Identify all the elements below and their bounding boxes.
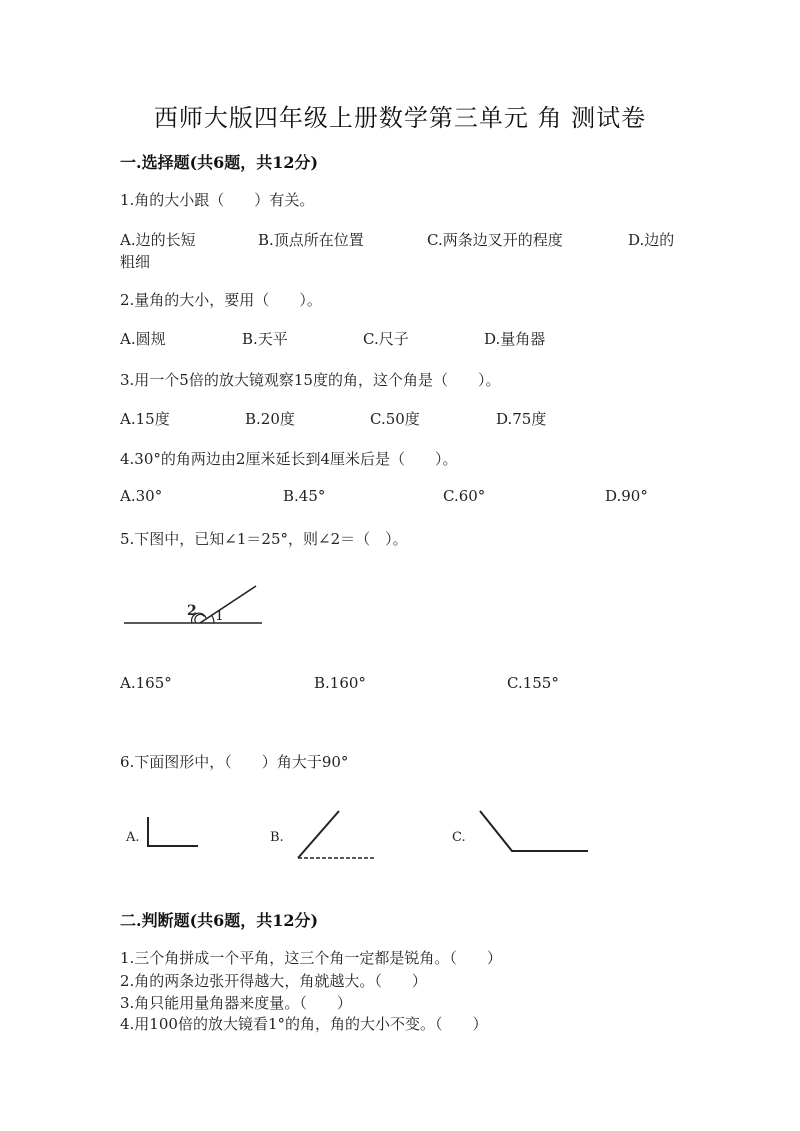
q1-option-d: D.边的 — [628, 231, 675, 249]
q5-option-c: C.155° — [507, 674, 559, 692]
question-1: 1.角的大小跟（ ）有关。 — [120, 191, 315, 209]
question-5: 5.下图中，已知∠1＝25°，则∠2＝（ ）。 — [120, 530, 408, 548]
q5-option-a: A.165° — [120, 674, 172, 692]
q5-option-b: B.160° — [314, 674, 366, 692]
section2-heading: 二.判断题(共6题，共12分) — [120, 911, 319, 930]
q4-option-c: C.60° — [443, 487, 486, 505]
q1-option-a: A.边的长短 — [120, 231, 196, 249]
judge-item-2: 2.角的两条边张开得越大，角就越大。（ ） — [120, 972, 427, 990]
page-title: 西师大版四年级上册数学第三单元 角 测试卷 — [153, 104, 647, 132]
question-4: 4.30°的角两边由2厘米延长到4厘米后是（ ）。 — [120, 450, 458, 468]
q3-option-d: D.75度 — [496, 410, 547, 428]
q3-option-c: C.50度 — [370, 410, 420, 428]
q6-angle-c — [480, 811, 588, 851]
q6-label-b: B. — [270, 830, 284, 845]
question-6: 6.下面图形中，（ ）角大于90° — [120, 753, 349, 771]
q2-option-b: B.天平 — [242, 330, 288, 348]
q6-label-a: A. — [126, 830, 140, 845]
q1-option-d-wrap: 粗细 — [120, 253, 151, 271]
q5-ray — [200, 586, 256, 623]
q4-option-b: B.45° — [283, 487, 326, 505]
q3-option-a: A.15度 — [120, 410, 170, 428]
section1-heading: 一.选择题(共6题，共12分) — [120, 153, 319, 172]
q5-angle1-arc — [212, 615, 214, 623]
judge-item-4: 4.用100倍的放大镜看1°的角，角的大小不变。（ ） — [120, 1015, 488, 1033]
judge-item-1: 1.三个角拼成一个平角，这三个角一定都是锐角。（ ） — [120, 949, 502, 967]
q4-option-a: A.30° — [120, 487, 163, 505]
q6-angle-b-ray — [298, 811, 339, 858]
question-3: 3.用一个5倍的放大镜观察15度的角，这个角是（ ）。 — [120, 371, 501, 389]
q4-option-d: D.90° — [605, 487, 648, 505]
q5-label-1: 1 — [215, 608, 224, 624]
question-2: 2.量角的大小，要用（ ）。 — [120, 291, 322, 309]
q6-label-c: C. — [452, 830, 466, 845]
q2-option-d: D.量角器 — [484, 330, 546, 348]
q3-option-b: B.20度 — [245, 410, 295, 428]
q5-label-2: 2 — [187, 603, 197, 619]
q5-angle-figure — [118, 578, 268, 634]
q2-option-c: C.尺子 — [363, 330, 409, 348]
q6-angles-figure — [118, 805, 598, 867]
q1-option-c: C.两条边叉开的程度 — [427, 231, 563, 249]
q2-option-a: A.圆规 — [120, 330, 166, 348]
judge-item-3: 3.角只能用量角器来度量。（ ） — [120, 994, 352, 1012]
q1-option-b: B.顶点所在位置 — [258, 231, 364, 249]
q6-angle-a — [148, 817, 198, 846]
